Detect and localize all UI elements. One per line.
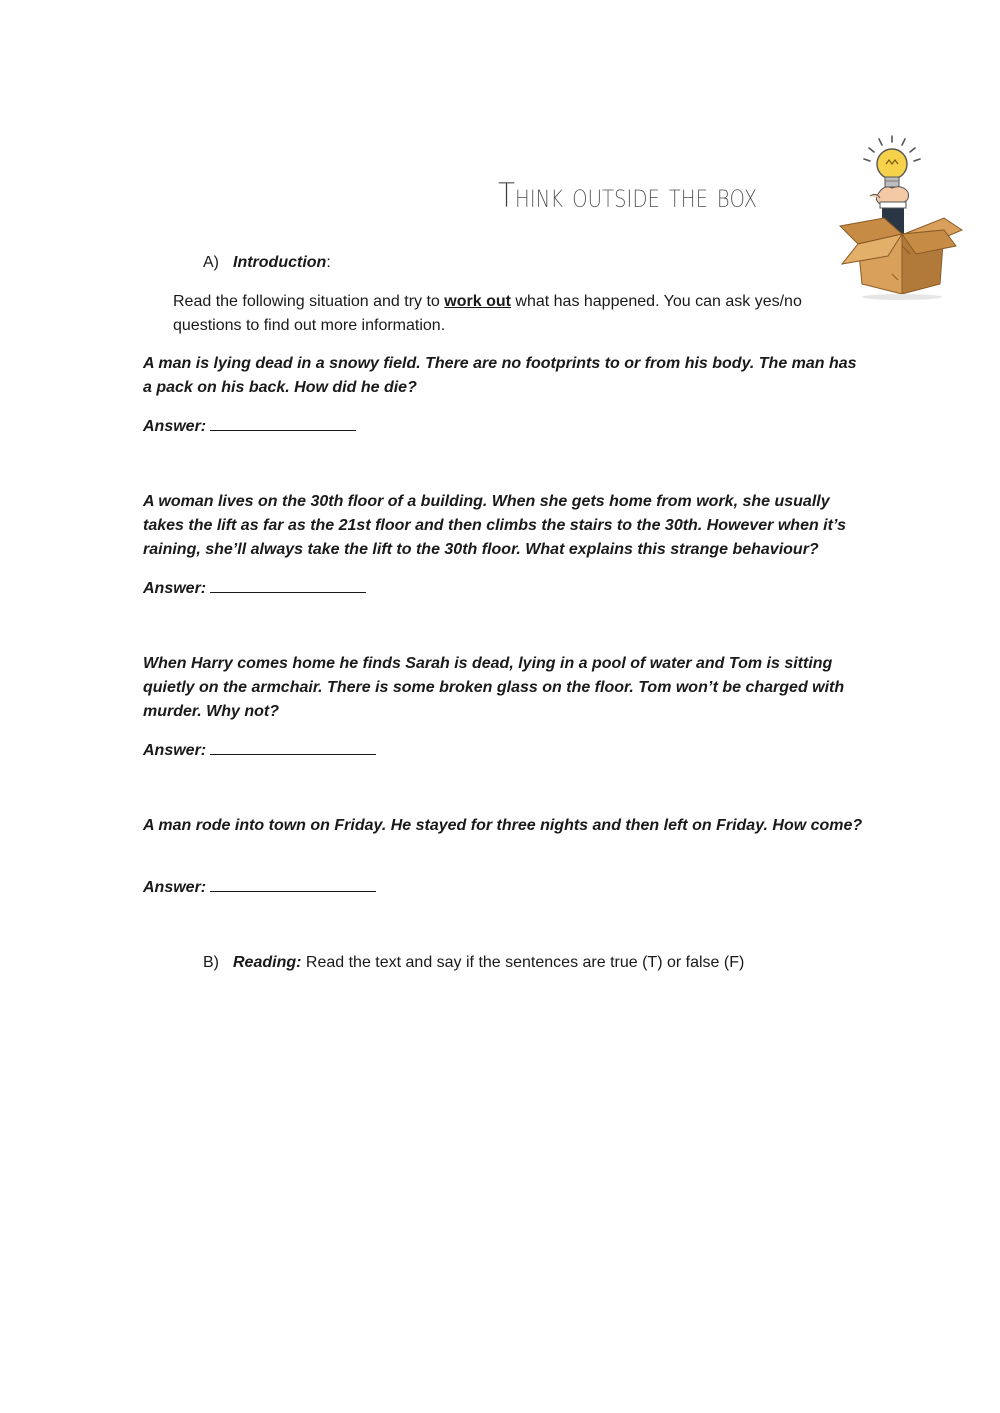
intro-text-after: what has happened. You can ask yes/no questions to find out more information.: [173, 293, 802, 334]
answer-blank[interactable]: [210, 416, 356, 431]
answer-2: [143, 578, 366, 598]
question-3: When Harry comes home he finds Sarah is dead, lying in a pool of water and Tom is sitting quietly on the armchair. There is some broken glass on the floor. Tom won’t be charged with murder. Why not?: [143, 655, 845, 720]
worksheet-title: Think outside the box: [498, 176, 758, 216]
section-a-label: Introduction: [233, 254, 327, 271]
answer-label: Answer:: [143, 742, 207, 759]
answer-1: [143, 416, 356, 436]
section-b-instruction: Read the text and say if the sentences are true (T) or false (F): [301, 954, 745, 971]
section-b-marker: B): [203, 954, 219, 971]
question-1: A man is lying dead in a snowy field. There are no footprints to or from his body. The man has a pack on his back. How did he die?: [143, 355, 857, 396]
answer-label: Answer:: [143, 580, 207, 597]
answer-blank[interactable]: [210, 578, 366, 593]
intro-text-before: Read the following situation and try to: [173, 293, 445, 310]
section-b-label: Reading:: [233, 954, 302, 971]
intro-emphasis: work out: [444, 293, 511, 310]
question-2: A woman lives on the 30th floor of a building. When she gets home from work, she usually takes the lift as far as the 21st floor and then climbs the stairs to the 30th. However when it’s raining, she’ll always take the lift to the 30th floor. What explains this strange behaviour?: [143, 493, 847, 558]
section-a-suffix: :: [326, 254, 331, 271]
intro-paragraph: [173, 290, 863, 338]
lightbulb-box-icon: [832, 134, 964, 300]
answer-label: Answer:: [143, 879, 207, 896]
answer-blank[interactable]: [210, 877, 376, 892]
section-b-heading: [203, 954, 744, 972]
question-4: A man rode into town on Friday. He stayed for three nights and then left on Friday. How come?: [143, 817, 863, 834]
answer-blank[interactable]: [210, 740, 376, 755]
answer-4: [143, 877, 376, 897]
section-a-heading: [203, 254, 331, 272]
answer-label: Answer:: [143, 418, 207, 435]
answer-3: [143, 740, 376, 760]
section-a-marker: A): [203, 254, 219, 271]
